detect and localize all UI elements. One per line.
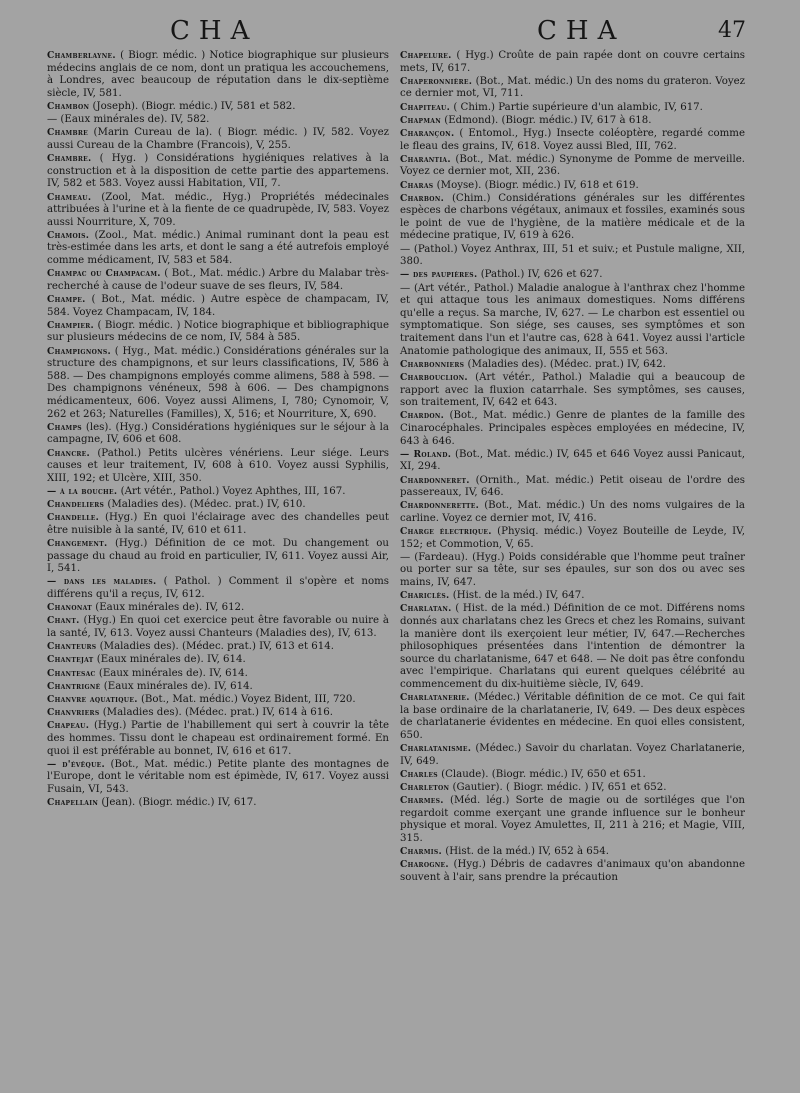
- index-entry: [47, 153, 389, 191]
- index-entry: [47, 268, 389, 293]
- index-entry: [400, 359, 745, 372]
- entry-headword: Chameau.: [47, 191, 92, 203]
- entry-text: (Méd. lég.) Sorte de magie ou de sortiléges que l'on regardoit comme exerçant une grande influence sur le bonheur physique et moral. Voyez Amulettes, II, 211 à 216; et Magie, VIII, 315.: [400, 795, 745, 845]
- entry-headword: Champe.: [47, 294, 86, 306]
- index-entry: [400, 283, 745, 359]
- index-entry: [47, 720, 389, 758]
- entry-text: (les). (Hyg.) Considérations hygiéniques sur le séjour à la campagne, IV, 606 et 608.: [47, 421, 389, 446]
- entry-text: (Hyg.) Partie de l'habillement qui sert à couvrir la tête des hommes. Tissu dont le chapeau est ordinairement formé. En quoi il est préférable au bonnet, IV, 616 et 617.: [47, 720, 389, 757]
- entry-text: ( Hyg. ) Considérations hygiéniques relatives à la construction et à la disposition de cette partie des appartemens. IV, 582 et 583. Voyez aussi Habitation, VII, 7.: [47, 153, 389, 190]
- index-entry: [47, 101, 389, 114]
- entry-headword: Chapman: [400, 114, 442, 126]
- entry-text: (Hyg.) En quoi cet exercice peut être favorable ou nuire à la santé, IV, 613. Voyez aussi Chanteurs (Maladies des), IV, 613.: [47, 615, 389, 639]
- entry-headword: Champac ou Champacam.: [47, 268, 161, 280]
- entry-headword: Charbonniers: [400, 358, 465, 370]
- index-entry: [47, 707, 389, 720]
- entry-text: ( Biogr. médic. ) Notice biographique et bibliographique sur plusieurs médecins de ce nom, IV, 584 à 585.: [47, 319, 389, 344]
- entry-text: — (Eaux minérales de). IV, 582.: [47, 114, 210, 126]
- index-entry: [400, 193, 745, 243]
- entry-headword: Chancre.: [47, 447, 91, 459]
- entry-text: (Jean). (Biogr. médic.) IV, 617.: [98, 797, 257, 809]
- entry-text: (Edmond). (Biogr. médic.) IV, 617 à 618.: [441, 114, 652, 126]
- index-entry: [47, 192, 389, 230]
- index-entry: [400, 154, 745, 179]
- entry-text: (Bot., Mat. médic.) Petite plante des montagnes de l'Europe, dont le véritable nom est épimède, IV, 617. Voyez aussi Fusain, VI, 543.: [47, 758, 389, 795]
- index-entry: [400, 128, 745, 153]
- index-entry: [47, 422, 389, 447]
- entry-headword: Chanvriers: [47, 707, 100, 719]
- entry-headword: — des paupières.: [400, 269, 478, 281]
- entry-text: (Bot., Mat. médic.) Genre de plantes de la famille des Cinarocéphales. Principales espèces employées en médecine, IV, 643 à 646.: [400, 410, 745, 447]
- entry-text: (Maladies des). (Médec. prat.) IV, 610.: [104, 499, 306, 511]
- index-entry: [47, 320, 389, 345]
- index-entry: [400, 180, 745, 193]
- index-entry: [400, 102, 745, 115]
- index-entry: [400, 603, 745, 691]
- entry-headword: — dans les maladies.: [47, 576, 157, 588]
- entry-headword: Chant.: [47, 615, 80, 627]
- index-entry: [400, 244, 745, 269]
- index-entry: [47, 50, 389, 100]
- index-entry: [400, 269, 745, 282]
- entry-text: (Maladies des). (Médec. prat.) IV, 614 à 616.: [99, 707, 333, 719]
- entry-text: (Hyg.) Débris de cadavres d'animaux qu'on abandonne souvent à l'air, sans prendre la précaution: [400, 859, 745, 884]
- index-entry: [47, 797, 389, 810]
- index-entry: [400, 692, 745, 742]
- entry-headword: Chantrigné: [47, 680, 101, 692]
- entry-text: (Joseph). (Biogr. médic.) IV, 581 et 582.: [89, 100, 296, 112]
- entry-text: (Claude). (Biogr. médic.) IV, 650 et 651.: [437, 768, 646, 780]
- index-entry: [47, 294, 389, 319]
- entry-headword: Champignons.: [47, 345, 112, 357]
- index-entry: [400, 795, 745, 845]
- entry-headword: Chardonnerette.: [400, 500, 480, 512]
- entry-headword: Chanvre aquatique.: [47, 693, 138, 705]
- entry-headword: — à la bouche.: [47, 485, 118, 497]
- entry-text: (Hyg.) Définition de ce mot. Du changement ou passage du chaud au froid en particulier, IV, 611. Voyez aussi Air, I, 541.: [47, 538, 389, 575]
- entry-headword: Charlatanisme.: [400, 743, 472, 755]
- entry-headword: Chandeliers: [47, 499, 105, 511]
- left-column: [47, 50, 389, 810]
- index-entry: [400, 859, 745, 884]
- index-entry: [47, 127, 389, 152]
- index-entry: [47, 615, 389, 640]
- page-header: [0, 16, 800, 46]
- entry-text: ( Entomol., Hyg.) Insecte coléoptère, regardé comme le fleau des grains, IV, 618. Voyez aussi Bled, III, 762.: [400, 127, 745, 152]
- index-entry: [400, 50, 745, 75]
- entry-headword: Charas: [400, 179, 434, 191]
- entry-headword: Charogne.: [400, 859, 449, 871]
- index-entry: [400, 115, 745, 128]
- entry-text: (Art vétér., Pathol.) Maladie qui a beaucoup de rapport avec la fluxion catarrhale. Ses symptômes, ses causes, son traitement, IV, 642 et 643.: [400, 371, 745, 409]
- index-entry: [400, 449, 745, 474]
- index-entry: [47, 448, 389, 486]
- entry-headword: Charbon.: [400, 192, 445, 204]
- entry-text: (Zool, Mat. médic., Hyg.) Propriétés médecinales attribuées à l'urine et à la fiente de ce quadrupède, IV, 583. Voyez aussi Nourriture, X, 709.: [47, 191, 389, 228]
- running-head-left: CHA: [170, 16, 259, 46]
- index-entry: [47, 230, 389, 268]
- entry-text: ( Chim.) Partie supérieure d'un alambic, IV, 617.: [450, 101, 703, 113]
- index-entry: [400, 410, 745, 448]
- index-entry: [47, 486, 389, 499]
- entry-text: (Marin Cureau de la). ( Biogr. médic. ) IV, 582. Voyez aussi Cureau de la Chambre (Francois), V, 255.: [47, 127, 389, 151]
- entry-text: ( Bot., Mat. médic.) Arbre du Malabar très-recherché à cause de l'odeur suave de ses fleurs, IV, 584.: [47, 268, 389, 292]
- entry-text: (Bot., Mat. médic.) Un des noms vulgaires de la carline. Voyez ce dernier mot, IV, 416.: [400, 500, 745, 524]
- entry-text: (Moyse). (Biogr. médic.) IV, 618 et 619.: [433, 179, 639, 191]
- entry-headword: Chapelure.: [400, 50, 452, 61]
- entry-headword: Chamberlayne.: [47, 50, 116, 61]
- index-entry: [47, 759, 389, 797]
- index-entry: [400, 500, 745, 525]
- index-entry: [47, 694, 389, 707]
- entry-text: (Eaux minérales de). IV, 614.: [95, 667, 248, 679]
- index-entry: [400, 475, 745, 500]
- index-entry: [400, 552, 745, 590]
- entry-headword: Chantejat: [47, 654, 94, 666]
- entry-text: ( Biogr. médic. ) Notice biographique sur plusieurs médecins anglais de ce nom, dont un pratiqua les accouchemens, à Londres, avec beaucoup de réputation dans le dix-septième siècle, IV, 581.: [47, 50, 389, 99]
- index-entry: [47, 576, 389, 601]
- entry-headword: Chanonat: [47, 602, 93, 614]
- index-entry: [47, 681, 389, 694]
- entry-text: (Ornith., Mat. médic.) Petit oiseau de l'ordre des passereaux, IV, 646.: [400, 474, 745, 499]
- entry-text: (Eaux minérales de). IV, 614.: [93, 654, 246, 666]
- index-entry: [47, 512, 389, 537]
- entry-headword: Charlatanerie.: [400, 692, 470, 704]
- entry-headword: Charge électrique.: [400, 526, 492, 538]
- entry-text: (Bot., Mat. médic.) Synonyme de Pomme de merveille. Voyez ce dernier mot, XII, 236.: [400, 153, 745, 178]
- entry-text: (Bot., Mat. médic.) Un des noms du grateron. Voyez ce dernier mot, VI, 711.: [400, 75, 745, 100]
- entry-text: (Bot., Mat. médic.) Voyez Bident, III, 720.: [137, 693, 356, 705]
- index-entry: [400, 76, 745, 101]
- entry-text: (Hyg.) En quoi l'éclairage avec des chandelles peut être nuisible à la santé, IV, 610 et 611.: [47, 512, 389, 536]
- page-number: 47: [718, 18, 746, 43]
- entry-text: (Art vétér., Pathol.) Voyez Aphthes, III, 167.: [117, 485, 346, 497]
- entry-text: (Hist. de la méd.) IV, 652 à 654.: [442, 846, 609, 858]
- index-entry: [47, 346, 389, 422]
- entry-text: (Chim.) Considérations générales sur les différentes espèces de charbons végétaux, animaux et fossiles, examinés sous le point de vue de l'hygiène, de la matière médicale et de la médecine pratique, IV, 619 à 626.: [400, 192, 745, 242]
- entry-headword: Charles: [400, 768, 438, 780]
- entry-headword: Charantia.: [400, 153, 451, 165]
- entry-text: (Zool., Mat. médic.) Animal ruminant dont la peau est très-estimée dans les arts, et dont le sang a été autrefois employé comme médicament, IV, 583 et 584.: [47, 229, 389, 267]
- entry-text: — (Pathol.) Voyez Anthrax, III, 51 et suiv.; et Pustule maligne, XII, 380.: [400, 243, 745, 268]
- entry-text: (Hist. de la méd.) IV, 647.: [449, 590, 585, 602]
- entry-headword: Chapiteau.: [400, 101, 451, 113]
- entry-headword: Chambre: [47, 127, 89, 139]
- entry-headword: Charbouclion.: [400, 371, 468, 383]
- entry-text: (Pathol.) Petits ulcères vénériens. Leur siége. Leurs causes et leur traitement, IV, 608 à 610. Voyez aussi Syphilis, XIII, 192; et Ulcère, XIII, 350.: [47, 447, 389, 484]
- index-entry: [47, 538, 389, 576]
- index-entry: [47, 602, 389, 615]
- index-entry: [400, 769, 745, 782]
- entry-text: ( Hist. de la méd.) Définition de ce mot. Différens noms donnés aux charlatans chez les Grecs et chez les Romains, suivant la manière dont ils exerçoient leur métier, IV, 647.—Recherches philosophiques présentées dans l'intention de démontrer la source du charlatanisme, 647 et 648. — Ne doit pas être confondu avec l'empirique. Charlatans qui eurent quelques célébrité au commencement du dix-huitième siècle, IV, 649.: [400, 603, 745, 690]
- entry-headword: Chamois.: [47, 229, 90, 241]
- entry-headword: — d'évêque.: [47, 758, 105, 770]
- entry-headword: Chariclès.: [400, 590, 450, 602]
- index-entry: [400, 526, 745, 551]
- entry-text: (Maladies des). (Médec. prat.) IV, 642.: [464, 358, 666, 370]
- index-entry: [400, 743, 745, 768]
- index-entry: [400, 846, 745, 859]
- entry-headword: — Roland.: [400, 448, 452, 460]
- entry-text: (Médec.) Véritable définition de ce mot. Ce qui fait la base ordinaire de la charlatanerie, IV, 649. — Des deux espèces de charlatanerie évidentes en médecine. En quoi elles consistent, 650.: [400, 692, 745, 741]
- entry-text: — (Fardeau). (Hyg.) Poids considérable que l'homme peut traîner ou porter sur sa tête, sur ses épaules, sur son dos ou avec ses mains, IV, 647.: [400, 551, 745, 589]
- index-entry: [47, 499, 389, 512]
- entry-text: ( Hyg.) Croûte de pain rapée dont on couvre certains mets, IV, 617.: [400, 50, 745, 74]
- entry-text: ( Hyg., Mat. médic.) Considérations générales sur la structure des champignons, et sur leurs classifications, IV, 586 à 588. — Des champignons employés comme alimens, 588 à 598. — Des champignons vénéneux, 598 à 606. — Des champignons médicamenteux, 606. Voyez aussi Alimens, I, 780; Cynomoir, V, 262 et 263; Naturelles (Familles), X, 516; et Nourriture, X, 690.: [47, 345, 389, 420]
- entry-text: — (Art vétér., Pathol.) Maladie analogue à l'anthrax chez l'homme et qui attaque tous les animaux domestiques. Noms différens qu'elle a reçus. Sa marche, IV, 627. — Le charbon est essentiel ou symptomatique. Son siége, ses causes, ses symptômes et son traitement dans l'un et l'autre cas, 628 à 641. Voyez aussi l'article Anatomie pathologique des animaux, II, 555 et 563.: [400, 282, 745, 357]
- entry-headword: Chapellain: [47, 797, 99, 809]
- entry-text: (Eaux minérales de). IV, 614.: [100, 680, 253, 692]
- entry-text: (Médec.) Savoir du charlatan. Voyez Charlatanerie, IV, 649.: [400, 743, 745, 767]
- index-entry: [400, 782, 745, 795]
- entry-headword: Chanteurs: [47, 641, 97, 653]
- entry-headword: Champier.: [47, 319, 95, 331]
- entry-headword: Charleton: [400, 782, 450, 794]
- entry-text: ( Bot., Mat. médic. ) Autre espèce de champacam, IV, 584. Voyez Champacam, IV, 184.: [47, 294, 389, 318]
- entry-headword: Chantesac: [47, 667, 96, 679]
- index-entry: [400, 590, 745, 603]
- entry-headword: Chardonneret.: [400, 474, 470, 486]
- right-column: [400, 50, 745, 885]
- entry-text: (Pathol.) IV, 626 et 627.: [477, 269, 603, 281]
- entry-headword: Chaperonnière.: [400, 75, 473, 87]
- entry-headword: Chandelle.: [47, 512, 100, 524]
- running-head-right: CHA: [537, 16, 626, 46]
- entry-text: (Maladies des). (Médec. prat.) IV, 613 et 614.: [96, 641, 334, 653]
- entry-headword: Chardon.: [400, 410, 445, 422]
- entry-headword: Chapeau.: [47, 720, 90, 732]
- entry-headword: Charmis.: [400, 846, 443, 858]
- entry-text: (Gautier). ( Biogr. médic. ) IV, 651 et 652.: [449, 782, 667, 794]
- entry-headword: Charançon.: [400, 127, 455, 139]
- entry-headword: Champs: [47, 421, 82, 433]
- entry-headword: Changement.: [47, 538, 108, 550]
- index-entry: [400, 372, 745, 410]
- entry-text: ( Pathol. ) Comment il s'opère et noms différens qu'il a reçus, IV, 612.: [47, 576, 389, 601]
- entry-headword: Charlatan.: [400, 603, 452, 615]
- entry-headword: Chambre.: [47, 153, 92, 165]
- entry-headword: Chambon: [47, 100, 90, 112]
- entry-text: (Physiq. médic.) Voyez Bouteille de Leyde, IV, 152; et Commotion, V, 65.: [400, 526, 745, 550]
- index-entry: [47, 668, 389, 681]
- index-entry: [47, 641, 389, 654]
- entry-text: (Bot., Mat. médic.) IV, 645 et 646 Voyez aussi Panicaut, XI, 294.: [400, 448, 746, 473]
- index-entry: [47, 114, 389, 127]
- entry-headword: Charmes.: [400, 795, 444, 807]
- entry-text: (Eaux minérales de). IV, 612.: [92, 602, 245, 614]
- index-entry: [47, 654, 389, 667]
